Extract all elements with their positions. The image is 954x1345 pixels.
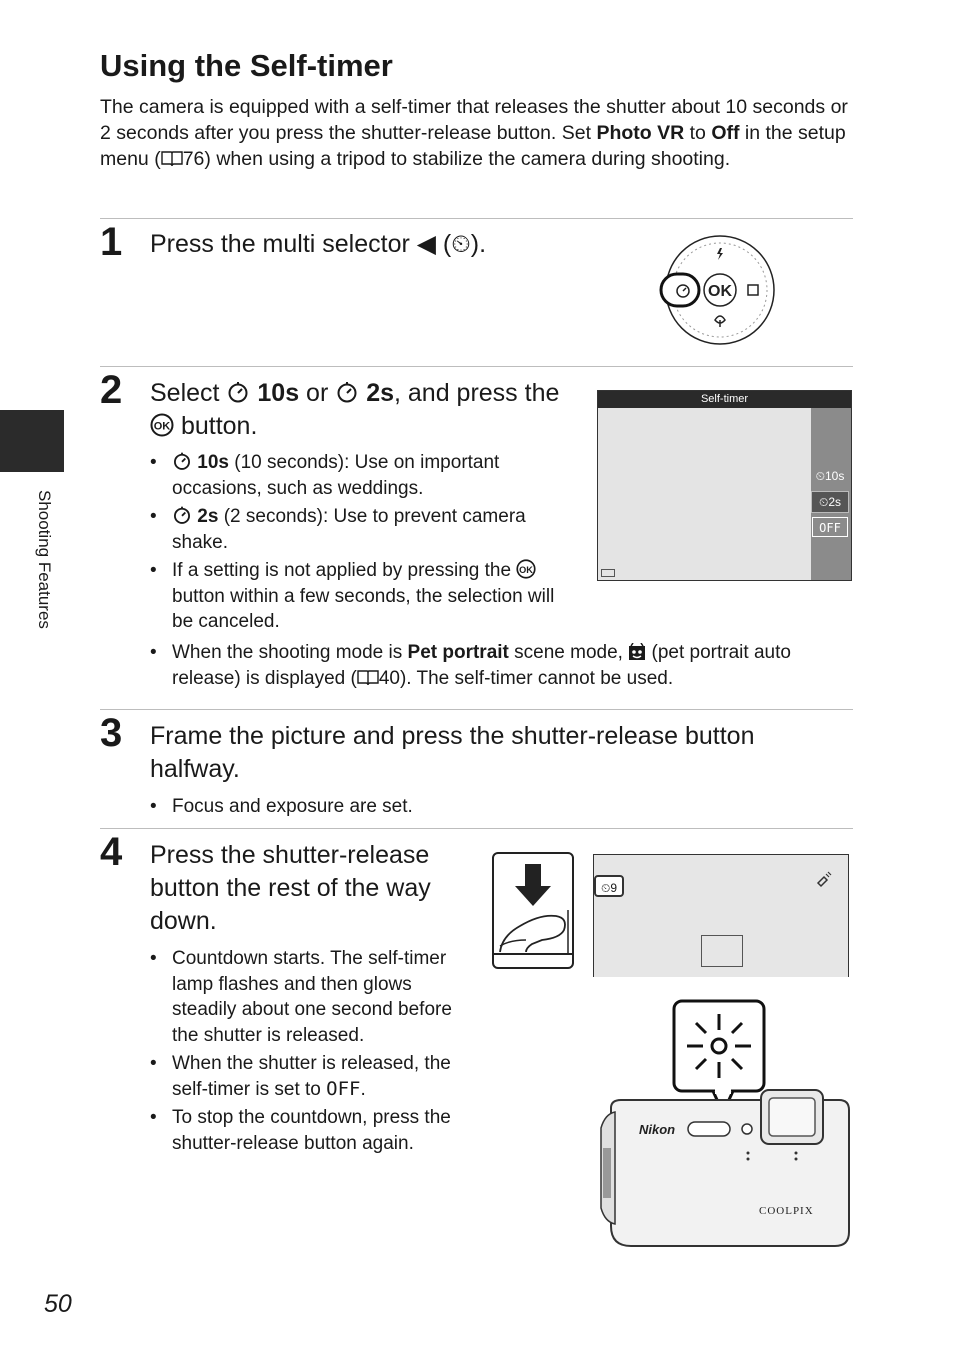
- shutter-press-illustration: [492, 852, 574, 969]
- selector-left-highlight: [661, 274, 699, 306]
- intro-text: The camera is equipped with a self-timer that releases the shutter about 10 seconds or 2 seconds after you press the shutter-release button. Set: [100, 96, 848, 144]
- divider: [100, 218, 853, 219]
- menu-option-10s[interactable]: ⏲10s: [815, 469, 845, 483]
- camera-illustration: [595, 998, 855, 1252]
- heading-text: button.: [174, 412, 258, 440]
- model-logo: COOLPIX: [759, 1205, 814, 1217]
- page-title: Using the Self-timer: [100, 48, 393, 83]
- step-number: 4: [100, 830, 123, 874]
- step-number: 2: [100, 368, 123, 412]
- option-label: 10s: [197, 452, 229, 473]
- bullet-text: (pet portrait auto release) is displayed (: [172, 642, 791, 689]
- step3-bullets: [150, 794, 850, 823]
- list-item: [150, 640, 860, 691]
- off-indicator: OFF: [326, 1077, 361, 1100]
- bullet-text: (2 seconds): Use to prevent camera shake.: [172, 506, 526, 553]
- menu-option-off[interactable]: OFF: [812, 517, 848, 537]
- bullet-text: (10 seconds): Use on important occasions, such as weddings.: [172, 452, 500, 499]
- countdown-screen: [593, 854, 849, 977]
- intro-text: to: [684, 122, 712, 144]
- flash-window: [688, 1122, 730, 1136]
- option-10s: 10s: [257, 379, 300, 407]
- countdown-indicator: ⏲9: [594, 875, 624, 897]
- battery-icon: [601, 569, 615, 577]
- menu-title: Self-timer: [598, 391, 851, 408]
- option-label: 2s: [197, 506, 219, 527]
- setting-value: Off: [711, 122, 740, 144]
- list-item: • Countdown starts. The self-timer lamp flashes and then glows steadily about one second before the shutter is released.: [150, 946, 470, 1048]
- step4-bullets: [150, 946, 470, 1159]
- bullet-text: When the shooting mode is: [172, 642, 408, 663]
- intro-paragraph: [100, 94, 860, 172]
- intro-text: ) when using a tripod to stabilize the camera during shooting.: [204, 148, 731, 170]
- ok-label: OK: [708, 283, 732, 300]
- list-item: • To stop the countdown, press the shutter-release button again.: [150, 1105, 470, 1156]
- svg-text:OK: OK: [153, 420, 171, 433]
- option-2s: 2s: [366, 379, 394, 407]
- list-item: [150, 558, 560, 635]
- step-number: 3: [100, 711, 123, 755]
- bullet-text: If a setting is not applied by pressing the: [172, 560, 517, 581]
- ok-button-icon: [150, 413, 174, 437]
- divider: [100, 828, 853, 829]
- bullet-text: button within a few seconds, the selection will be canceled.: [172, 585, 555, 632]
- chapter-tab: [0, 410, 64, 472]
- bullet-text: ). The self-timer cannot be used.: [399, 667, 674, 689]
- step-heading: Press the multi selector ◀ (⏲).: [150, 230, 487, 258]
- step2-bullets: [150, 450, 560, 638]
- step2-bullets-wide: [150, 640, 860, 694]
- list-item: [150, 504, 560, 555]
- step-number: 1: [100, 220, 123, 264]
- page-number: 50: [44, 1290, 72, 1318]
- step-heading: [150, 377, 570, 443]
- page-reference[interactable]: 76: [182, 148, 205, 170]
- menu-option-2s[interactable]: ⏲2s: [812, 492, 848, 512]
- setting-name: Photo VR: [596, 122, 685, 144]
- list-item: • Focus and exposure are set.: [150, 794, 850, 820]
- self-timer-lamp: [742, 1124, 752, 1134]
- step-heading: Press the shutter-release button the rest of the way down.: [150, 841, 431, 935]
- book-reference-icon: [357, 669, 379, 686]
- bullet-text: .: [360, 1078, 366, 1100]
- chapter-label: Shooting Features: [35, 490, 54, 629]
- ok-button-icon: [516, 559, 536, 579]
- pet-portrait-auto-release-icon: [628, 643, 646, 661]
- self-timer-icon: [335, 380, 359, 404]
- scene-mode-name: Pet portrait: [407, 642, 509, 663]
- lens: [769, 1098, 815, 1136]
- divider: [100, 366, 853, 367]
- step-heading: Frame the picture and press the shutter-release button halfway.: [150, 722, 755, 783]
- self-timer-menu-screen: [597, 390, 852, 581]
- self-timer-icon: [172, 505, 192, 525]
- self-timer-icon: [226, 380, 250, 404]
- svg-text:OK: OK: [519, 564, 534, 575]
- intro-text: in the setup menu (: [100, 122, 846, 170]
- list-item: [150, 450, 560, 501]
- self-timer-icon: [172, 451, 192, 471]
- multi-selector-illustration: [655, 234, 780, 346]
- bullet-text: scene mode,: [508, 642, 629, 663]
- page-reference[interactable]: 40: [378, 667, 400, 689]
- brand-logo: Nikon: [639, 1122, 676, 1137]
- vibration-reduction-icon: [814, 871, 832, 889]
- heading-text: or: [299, 379, 336, 407]
- heading-text: , and press the: [394, 379, 560, 407]
- list-item: [150, 1051, 470, 1102]
- focus-area-frame: [701, 935, 743, 967]
- bullet-text: When the shutter is released, the self-timer is set to: [172, 1053, 451, 1100]
- heading-text: Select: [150, 379, 227, 407]
- book-reference-icon: [161, 150, 183, 167]
- divider: [100, 709, 853, 710]
